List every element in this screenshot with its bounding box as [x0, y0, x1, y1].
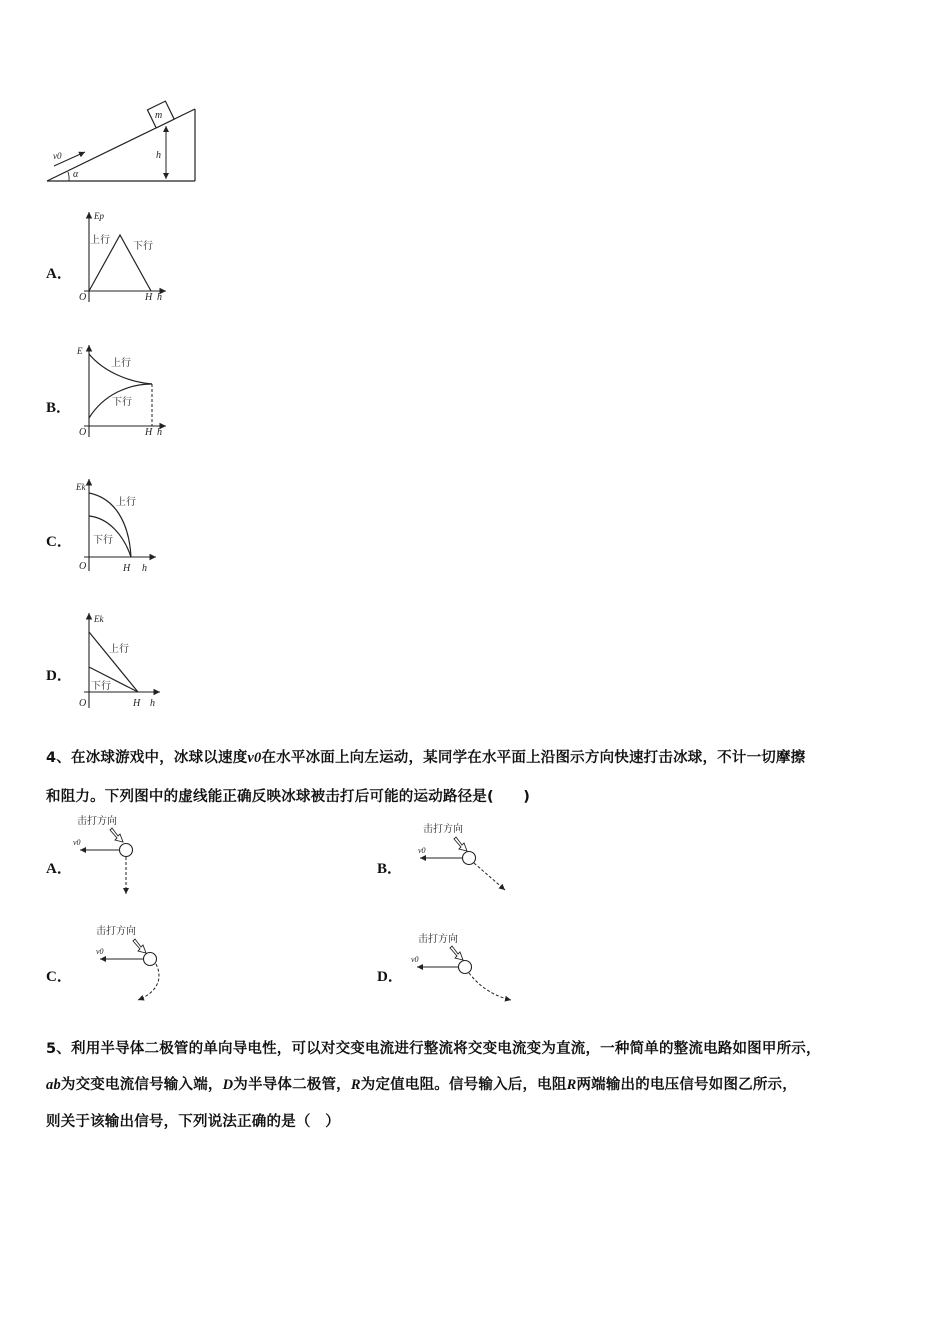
incline-diagram	[40, 96, 210, 188]
svg-text:上行: 上行	[116, 497, 136, 508]
svg-text:H: H	[145, 427, 153, 438]
svg-text:下行: 下行	[112, 397, 132, 408]
hit-arrow-icon	[450, 946, 463, 960]
q4-option-c-label[interactable]: C．	[46, 969, 72, 985]
svg-text:上行: 上行	[111, 358, 131, 369]
svg-text:E: E	[77, 346, 83, 356]
dashed-path	[474, 863, 505, 890]
q4-option-a-label[interactable]: A．	[46, 861, 72, 877]
q4-option-b-diagram	[410, 818, 520, 898]
svg-text:击打方向: 击打方向	[77, 816, 117, 827]
axis-ep: Ep	[94, 211, 104, 221]
svg-text:h: h	[157, 292, 162, 303]
svg-text:击打方向: 击打方向	[96, 926, 136, 937]
svg-text:O: O	[79, 292, 87, 303]
q5-line3: 则关于该输出信号，下列说法正确的是（ ）	[46, 1114, 340, 1130]
q5-line2: ab为交变电流信号输入端，D为半导体二极管，R为定值电阻。信号输入后，电阻R两端输出的电压信号如图乙所示，	[46, 1077, 797, 1093]
option-d-graph	[74, 610, 174, 710]
option-b-graph	[74, 342, 174, 442]
mass-label: m	[155, 110, 163, 121]
svg-text:下行: 下行	[93, 535, 113, 546]
q4-line1: 4、在冰球游戏中，冰球以速度v0在水平冰面上向左运动，某同学在水平面上沿图示方向快速打击冰球，不计一切摩擦	[46, 750, 806, 766]
option-d-label[interactable]: D．	[46, 668, 72, 684]
alpha-label: α	[73, 169, 79, 180]
svg-text:Ek: Ek	[76, 482, 86, 492]
svg-text:v0: v0	[73, 838, 81, 847]
svg-text:h: h	[150, 698, 155, 709]
svg-text:击打方向: 击打方向	[418, 934, 458, 945]
q4-option-b-label[interactable]: B．	[377, 861, 403, 877]
up-label: 上行	[90, 235, 110, 246]
option-c-label[interactable]: C．	[46, 534, 72, 550]
svg-text:上行: 上行	[109, 644, 129, 655]
v0-label: v0	[53, 151, 62, 161]
option-b-label[interactable]: B．	[46, 400, 72, 416]
svg-text:H: H	[133, 698, 141, 709]
q4-option-a-diagram	[70, 812, 150, 902]
h-label: h	[156, 150, 161, 161]
dashed-path	[138, 964, 159, 1000]
puck	[463, 852, 476, 865]
svg-text:v0: v0	[411, 955, 419, 964]
option-c-graph	[74, 476, 174, 576]
puck	[144, 953, 157, 966]
svg-text:O: O	[79, 427, 87, 438]
svg-text:下行: 下行	[91, 681, 111, 692]
option-a-graph	[74, 207, 174, 307]
svg-text:O: O	[79, 561, 87, 572]
q5-line1: 5、利用半导体二极管的单向导电性，可以对交变电流进行整流将交变电流变为直流，一种简单的整流电路如图甲所示，	[46, 1041, 821, 1057]
svg-text:h: h	[157, 427, 162, 438]
q4-option-d-label[interactable]: D．	[377, 969, 403, 985]
svg-text:Ek: Ek	[94, 614, 104, 624]
puck	[120, 844, 133, 857]
puck	[459, 961, 472, 974]
svg-text:H: H	[123, 563, 131, 574]
hit-arrow-icon	[110, 828, 123, 842]
option-a-label[interactable]: A．	[46, 266, 72, 282]
svg-text:H: H	[145, 292, 153, 303]
dashed-path	[469, 973, 511, 1000]
svg-text:O: O	[79, 698, 87, 709]
hit-arrow-icon	[133, 939, 146, 953]
svg-text:击打方向: 击打方向	[423, 824, 463, 835]
svg-text:v0: v0	[418, 846, 426, 855]
down-label: 下行	[133, 241, 153, 252]
hit-arrow-icon	[454, 837, 467, 851]
q4-option-d-diagram	[405, 926, 525, 1006]
q4-line2: 和阻力。下列图中的虚线能正确反映冰球被击打后可能的运动路径是( )	[46, 789, 531, 805]
svg-text:h: h	[142, 563, 147, 574]
svg-text:v0: v0	[96, 947, 104, 956]
q4-option-c-diagram	[88, 920, 178, 1010]
angle-arc	[68, 172, 69, 181]
